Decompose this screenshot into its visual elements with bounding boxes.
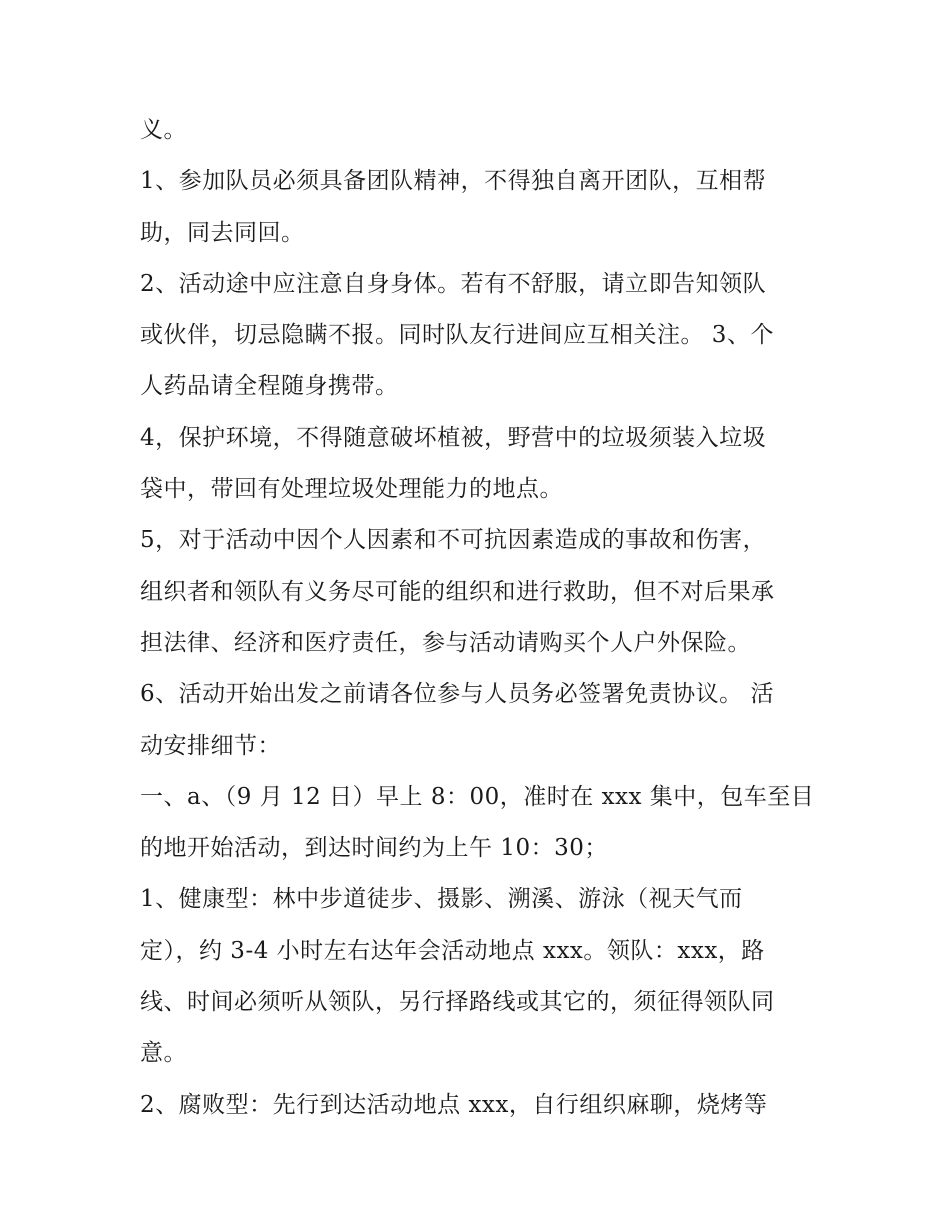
text-line: 2、活动途中应注意自身身体。若有不舒服，请立即告知领队 — [140, 270, 767, 297]
text-line: 5，对于活动中因个人因素和不可抗因素造成的事故和伤害， — [140, 527, 767, 554]
text-line: 定），约 3-4 小时左右达年会活动地点 xxx。领队：xxx，路 — [140, 937, 765, 964]
text-line: 4，保护环境，不得随意破坏植被，野营中的垃圾须装入垃圾 — [140, 424, 767, 451]
text-line: 1、参加队员必须具备团队精神，不得独自离开团队，互相帮 — [140, 168, 767, 195]
text-line: 担法律、经济和医疗责任，参与活动请购买个人户外保险。 — [140, 629, 751, 656]
body-text — [140, 105, 820, 1131]
text-line: 线、时间必须听从领队，另行择路线或其它的，须征得领队同 — [140, 989, 775, 1016]
text-line: 一、a、（9 月 12 日）早上 8：00，准时在 xxx 集中，包车至目 — [140, 783, 815, 810]
text-line: 助，同去同回。 — [140, 219, 305, 246]
text-line: 动安排细节： — [140, 732, 281, 759]
text-line: 意。 — [140, 1040, 187, 1067]
text-line: 义。 — [140, 117, 187, 143]
text-line: 2、腐败型：先行到达活动地点 xxx，自行组织麻聊，烧烤等 — [140, 1091, 768, 1118]
text-line: 人药品请全程随身携带。 — [140, 373, 399, 400]
text-line: 1、健康型：林中步道徒步、摄影、溯溪、游泳（视天气而 — [140, 886, 743, 913]
text-line: 袋中，带回有处理垃圾处理能力的地点。 — [140, 476, 563, 503]
text-line: 6、活动开始出发之前请各位参与人员务必签署免责协议。 活 — [140, 681, 774, 708]
text-line: 组织者和领队有义务尽可能的组织和进行救助，但不对后果承 — [140, 578, 775, 605]
text-line: 的地开始活动，到达时间约为上午 10：30； — [140, 835, 608, 862]
text-line: 或伙伴，切忌隐瞒不报。同时队友行进间应互相关注。 3、个 — [140, 322, 774, 349]
